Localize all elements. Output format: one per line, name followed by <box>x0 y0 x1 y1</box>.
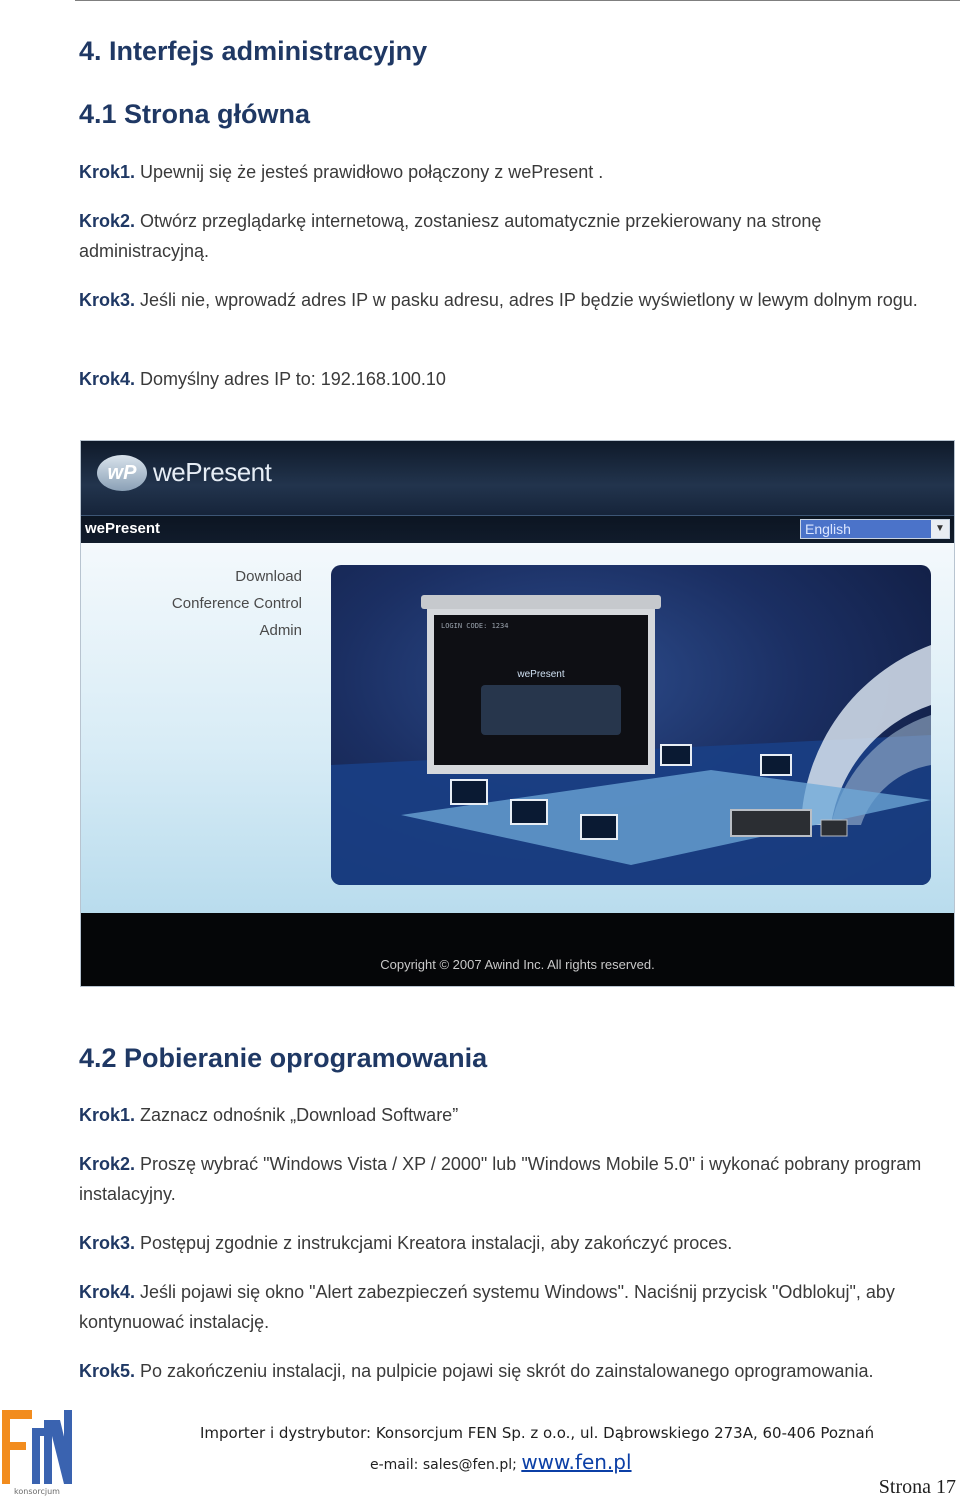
step-paragraph <box>79 1149 955 1209</box>
wepresent-logo-text: wePresent <box>153 457 272 487</box>
conference-room-art <box>331 565 931 885</box>
wepresent-logo-icon: wP <box>97 455 147 491</box>
step-text: Proszę wybrać "Windows Vista / XP / 2000" lub "Windows Mobile 5.0" i wykonać pobrany program instalacyjny. <box>79 1154 922 1204</box>
step-label: Krok3. <box>79 1233 136 1253</box>
step-label: Krok5. <box>79 1361 136 1381</box>
step-label: Krok2. <box>79 211 136 231</box>
footer-contact <box>370 1450 632 1474</box>
conference-room-illustration <box>331 565 931 885</box>
top-rule <box>75 0 960 1</box>
step-label: Krok2. <box>79 1154 136 1174</box>
step-text: Jeśli pojawi się okno "Alert zabezpieczeń systemu Windows". Naciśnij przycisk "Odblokuj", aby kontynuować instalację. <box>79 1282 895 1332</box>
brand-bar-label: wePresent <box>85 520 161 537</box>
step-paragraph <box>79 285 955 315</box>
footer-email: e-mail: sales@fen.pl; <box>370 1457 517 1473</box>
step-text: Jeśli nie, wprowadź adres IP w pasku adresu, adres IP będzie wyświetlony w lewym dolnym rogu. <box>135 290 918 310</box>
side-menu <box>172 563 302 644</box>
step-text: Upewnij się że jesteś prawidłowo połączony z wePresent . <box>135 162 604 182</box>
step-text: Domyślny adres IP to: 192.168.100.10 <box>135 369 446 389</box>
menu-admin-link[interactable]: Admin <box>259 622 302 639</box>
step-text: Zaznacz odnośnik „Download Software” <box>135 1105 459 1125</box>
step-paragraph <box>79 1228 955 1258</box>
copyright-text: Copyright © 2007 Awind Inc. All rights reserved. <box>380 957 655 972</box>
menu-download-link[interactable]: Download <box>235 568 302 585</box>
language-select[interactable] <box>800 519 950 539</box>
footer-website-link[interactable]: www.fen.pl <box>521 1450 632 1474</box>
step-paragraph <box>79 364 955 394</box>
page-number: Strona 17 <box>878 1476 956 1498</box>
fen-logo-icon <box>2 1410 72 1496</box>
step-paragraph <box>79 157 955 187</box>
footer-importer: Importer i dystrybutor: Konsorcjum FEN Sp. z o.o., ul. Dąbrowskiego 273A, 60-406 Poznań <box>200 1424 875 1442</box>
menu-conference-control-link[interactable]: Conference Control <box>171 595 302 612</box>
screenshot-footer <box>81 913 954 987</box>
step-paragraph <box>79 206 955 266</box>
step-text: Postępuj zgodnie z instrukcjami Kreatora instalacji, aby zakończyć proces. <box>135 1233 733 1253</box>
scene-login-code: LOGIN CODE: 1234 <box>441 622 509 630</box>
step-label: Krok3. <box>79 290 136 310</box>
language-value: English <box>805 521 851 537</box>
fen-logo-subtext: konsorcjum <box>14 1487 60 1496</box>
step-label: Krok1. <box>79 1105 136 1125</box>
step-paragraph <box>79 1277 955 1337</box>
step-paragraph <box>79 1100 955 1130</box>
brand-bar <box>81 515 954 544</box>
subheading-main-page: 4.1 Strona główna <box>79 99 311 129</box>
step-text: Otwórz przeglądarkę internetową, zostaniesz automatycznie przekierowany na stronę administracyjną. <box>79 211 822 261</box>
step-label: Krok4. <box>79 1282 136 1302</box>
screenshot-main <box>81 543 954 913</box>
step-paragraph <box>79 1356 955 1386</box>
step-label: Krok4. <box>79 369 136 389</box>
screenshot-header <box>81 441 954 515</box>
step-text: Po zakończeniu instalacji, na pulpicie pojawi się skrót do zainstalowanego oprogramowania. <box>135 1361 874 1381</box>
section-heading-interface: 4. Interfejs administracyjny <box>79 36 428 66</box>
section-heading-download: 4.2 Pobieranie oprogramowania <box>79 1043 488 1073</box>
wepresent-screenshot <box>80 440 955 987</box>
chevron-down-icon[interactable]: ▼ <box>931 520 949 538</box>
scene-logo-text: wePresent <box>517 669 565 680</box>
step-label: Krok1. <box>79 162 136 182</box>
